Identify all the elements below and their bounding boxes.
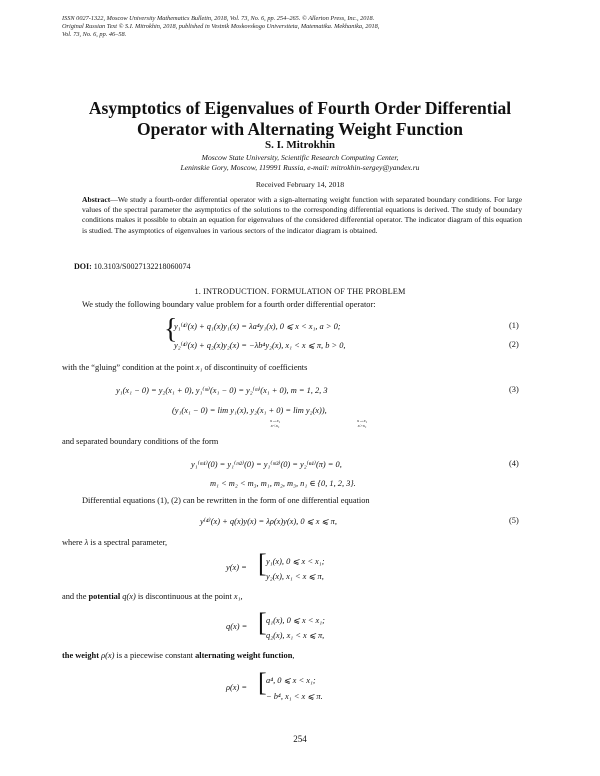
left-brace: {: [164, 314, 178, 345]
paper-title: [20, 98, 580, 140]
rho-def-lhs: ρ(x) =: [226, 683, 248, 692]
abstract-label: Abstract: [82, 195, 111, 204]
doi-label: DOI:: [74, 262, 92, 271]
eq-number-2: (2): [509, 340, 519, 349]
abstract: [82, 195, 522, 236]
y-def-case-2: y₂(x), x₁ < x ⩽ π,: [266, 572, 324, 581]
limit-subscript-left: [270, 418, 280, 428]
q-of-x: q(x): [122, 592, 136, 601]
eq-number-4: (4): [509, 459, 519, 468]
equation-3-limits: (y₁(x₁ − 0) = lim y₁(x), y₂(x₁ + 0) = lim y₂(x)),: [172, 406, 327, 415]
rho-def-bracket: [: [258, 668, 267, 697]
weight-label: the weight: [62, 651, 99, 660]
q-def-case-2: q₂(x), x₁ < x ⩽ π,: [266, 631, 325, 640]
equation-4-constraints: m₁ < m₂ < m₃, m₁, m₂, m₃, n₁ ∈ {0, 1, 2, 3}.: [210, 479, 356, 488]
spectral-text: [62, 537, 167, 548]
potential-tail: is discontinuous at the point: [137, 592, 232, 601]
affiliation-line-2: Leninskie Gory, Moscow, 119991 Russia, e-mail: mitrokhin-sergey@yandex.ru: [180, 163, 420, 172]
weight-mid: is a piecewise constant: [116, 651, 194, 660]
separated-text: and separated boundary conditions of the form: [62, 437, 219, 446]
where-word: where: [62, 538, 83, 547]
affiliation: [0, 153, 600, 173]
gluing-text-start: with the “gluing” condition at the point: [62, 363, 194, 372]
spectral-tail: is a spectral parameter,: [90, 538, 168, 547]
potential-word: potential: [88, 592, 121, 601]
limit-sub-2: x<x₁: [270, 423, 280, 428]
header-line-2: Original Russian Text © S.I. Mitrokhin, 2018, published in Vestnik Moskovskogo Universiteta, Matematika. Mekhanika, 2018,: [62, 23, 380, 30]
rho-def-case-1: a⁴, 0 ⩽ x < x₁;: [266, 676, 316, 685]
equation-1: y₁⁽⁴⁾(x) + q₁(x)y₁(x) = λa⁴y₁(x), 0 ⩽ x < x₁, a > 0;: [174, 322, 341, 331]
affiliation-line-1: Moscow State University, Scientific Research Computing Center,: [201, 153, 399, 162]
q-def-lhs: q(x) =: [226, 622, 248, 631]
potential-text: [62, 591, 243, 602]
point-x1-b: x₁,: [233, 592, 243, 601]
eq-number-1: (1): [509, 321, 519, 330]
doi: [74, 262, 190, 271]
header-line-1: ISSN 0027-1322, Moscow University Mathematics Bulletin, 2018, Vol. 73, No. 6, pp. 254–265. © Allerton Press, Inc., 2018.: [62, 15, 375, 22]
point-x1: x₁: [195, 363, 203, 372]
y-def-lhs: y(x) =: [226, 563, 247, 572]
eq-number-5: (5): [509, 516, 519, 525]
header-line-3: Vol. 73, No. 6, pp. 46–58.: [62, 31, 127, 38]
limit-sub-1: x→x₁: [270, 418, 281, 423]
weight-end: ,: [292, 651, 295, 660]
q-def-bracket: [: [258, 608, 267, 637]
title-line-1: Asymptotics of Eigenvalues of Fourth Order Differential: [88, 98, 512, 118]
rho-of-x: ρ(x): [101, 651, 115, 660]
abstract-text: —We study a fourth-order differential operator with a sign-alternating weight function with separated boundary conditions. For large values of the spectral parameter the asymptotics of the solutions to the corresponding differential equations is derived. The study of boundary conditions makes it possible to obtain an equation for eigenvalues of the considered differential operator. The indicator diagram of this equation is studied. The asymptotics of eigenvalues in various sectors of the indicator diagram is obtained.: [82, 195, 522, 235]
eq-number-3: (3): [509, 385, 519, 394]
y-def-bracket: [: [258, 549, 267, 578]
equation-4: y₁⁽ᵐ¹⁾(0) = y₁⁽ᵐ²⁾(0) = y₁⁽ᵐ³⁾(0) = y₂⁽ⁿ¹⁾(π) = 0,: [191, 460, 342, 469]
weight-text: [62, 650, 294, 661]
author: S. I. Mitrokhin: [264, 139, 336, 151]
section-heading: 1. INTRODUCTION. FORMULATION OF THE PROBLEM: [194, 287, 406, 296]
gluing-text-end: of discontinuity of coefficients: [204, 363, 308, 372]
journal-header: [62, 15, 532, 39]
weight-bold: alternating weight function: [195, 651, 293, 660]
and-the: and the: [62, 592, 87, 601]
received-date: Received February 14, 2018: [255, 180, 345, 189]
gluing-text: [62, 362, 307, 373]
q-def-case-1: q₁(x), 0 ⩽ x < x₁;: [266, 616, 325, 625]
title-line-2: Operator with Alternating Weight Function: [136, 119, 464, 139]
rho-def-case-2: − b⁴, x₁ < x ⩽ π.: [266, 692, 323, 701]
limit-subscript-right: [357, 418, 367, 428]
equation-3: y₁(x₁ − 0) = y₂(x₁ + 0), y₁⁽ᵐ⁾(x₁ − 0) = y₂⁽ᵐ⁾(x₁ + 0), m = 1, 2, 3: [116, 386, 328, 395]
page-number: 254: [293, 734, 307, 744]
limit-sub-4: x>x₁: [357, 423, 367, 428]
paragraph-intro: We study the following boundary value problem for a fourth order differential operator:: [82, 300, 376, 309]
doi-value[interactable]: 10.3103/S0027132218060074: [93, 262, 191, 271]
equation-5: y⁽⁴⁾(x) + q(x)y(x) = λρ(x)y(x), 0 ⩽ x ⩽ π,: [200, 517, 337, 526]
y-def-case-1: y₁(x), 0 ⩽ x < x₁;: [266, 557, 325, 566]
limit-sub-3: x→x₁: [357, 418, 368, 423]
lambda-symbol: λ: [84, 538, 89, 547]
rewritten-text: Differential equations (1), (2) can be rewritten in the form of one differential equation: [82, 496, 370, 505]
equation-2: y₂⁽⁴⁾(x) + q₂(x)y₂(x) = −λb⁴y₂(x), x₁ < x ⩽ π, b > 0,: [174, 341, 346, 350]
